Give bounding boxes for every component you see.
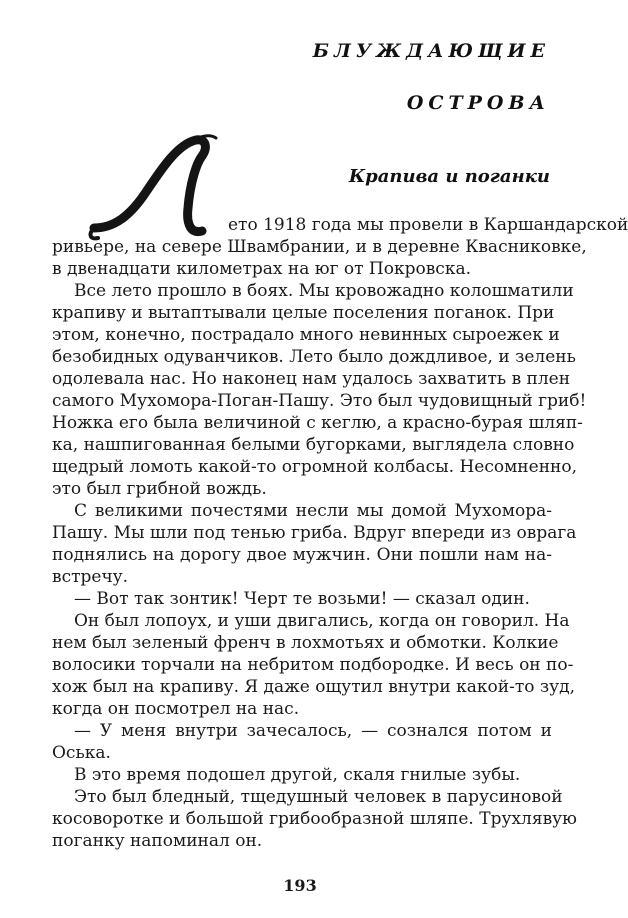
text-line: крапиву и вытаптывали целые поселения поганок. При bbox=[52, 303, 555, 323]
text-line: в двенадцати километрах на юг от Покровска. bbox=[52, 259, 471, 279]
text-line: этом, конечно, пострадало много невинных сыроежек и bbox=[52, 325, 560, 345]
text-line: косоворотке и большой грибообразной шляпе. Трухлявую bbox=[52, 809, 577, 829]
text-line: ето 1918 года мы провели в Каршандарской bbox=[228, 215, 628, 235]
paragraph-start-line: Это был бледный, тщедушный человек в парусиновой bbox=[74, 787, 563, 807]
text-line: самого Мухомора-Поган-Пашу. Это был чудовищный гриб! bbox=[52, 391, 587, 411]
chapter-title-line-2: ОСТРОВА bbox=[406, 92, 550, 114]
section-title: Крапива и поганки bbox=[348, 166, 550, 187]
page-number: 193 bbox=[283, 876, 317, 895]
text-line: Пашу. Мы шли под тенью гриба. Вдруг впереди из оврага bbox=[52, 523, 577, 543]
text-line: нем был зеленый френч в лохмотьях и обмотки. Колкие bbox=[52, 633, 559, 653]
dialogue-line: — У меня внутри зачесалось, — сознался потом и bbox=[74, 721, 552, 741]
drop-cap-letter bbox=[80, 130, 228, 250]
text-line: ка, нашпигованная белыми бугорками, выглядела словно bbox=[52, 435, 575, 455]
text-line: поднялись на дорогу двое мужчин. Они пошли нам на- bbox=[52, 545, 552, 565]
text-line: безобидных одуванчиков. Лето было дождливое, и зелень bbox=[52, 347, 576, 367]
text-line: одолевала нас. Но наконец нам удалось захватить в плен bbox=[52, 369, 571, 389]
text-line: ривьере, на севере Швамбрании, и в деревне Квасниковке, bbox=[52, 237, 587, 257]
text-line: Оська. bbox=[52, 743, 111, 763]
text-line: хож был на крапиву. Я даже ощутил внутри какой-то зуд, bbox=[52, 677, 576, 697]
paragraph-start-line: Он был лопоух, и уши двигались, когда он говорил. На bbox=[74, 611, 570, 631]
chapter-title-line-1: БЛУЖДАЮЩИЕ bbox=[312, 40, 550, 62]
dialogue-line: — Вот так зонтик! Черт те возьми! — сказал один. bbox=[74, 589, 530, 609]
text-line: щедрый ломоть какой-то огромной колбасы. Несомненно, bbox=[52, 457, 577, 477]
text-line: это был грибной вождь. bbox=[52, 479, 267, 499]
text-line: волосики торчали на небритом подбородке. И весь он по- bbox=[52, 655, 574, 675]
text-line: Ножка его была величиной с кеглю, а красно-бурая шляп- bbox=[52, 413, 583, 433]
paragraph-start-line: Все лето прошло в боях. Мы кровожадно колошматили bbox=[74, 281, 574, 301]
paragraph-start-line: В это время подошел другой, скаля гнилые зубы. bbox=[74, 765, 521, 785]
paragraph-start-line: С великими почестями несли мы домой Мухомора- bbox=[74, 501, 552, 521]
text-line: поганку напоминал он. bbox=[52, 831, 263, 851]
text-line: когда он посмотрел на нас. bbox=[52, 699, 300, 719]
text-line: встречу. bbox=[52, 567, 129, 587]
